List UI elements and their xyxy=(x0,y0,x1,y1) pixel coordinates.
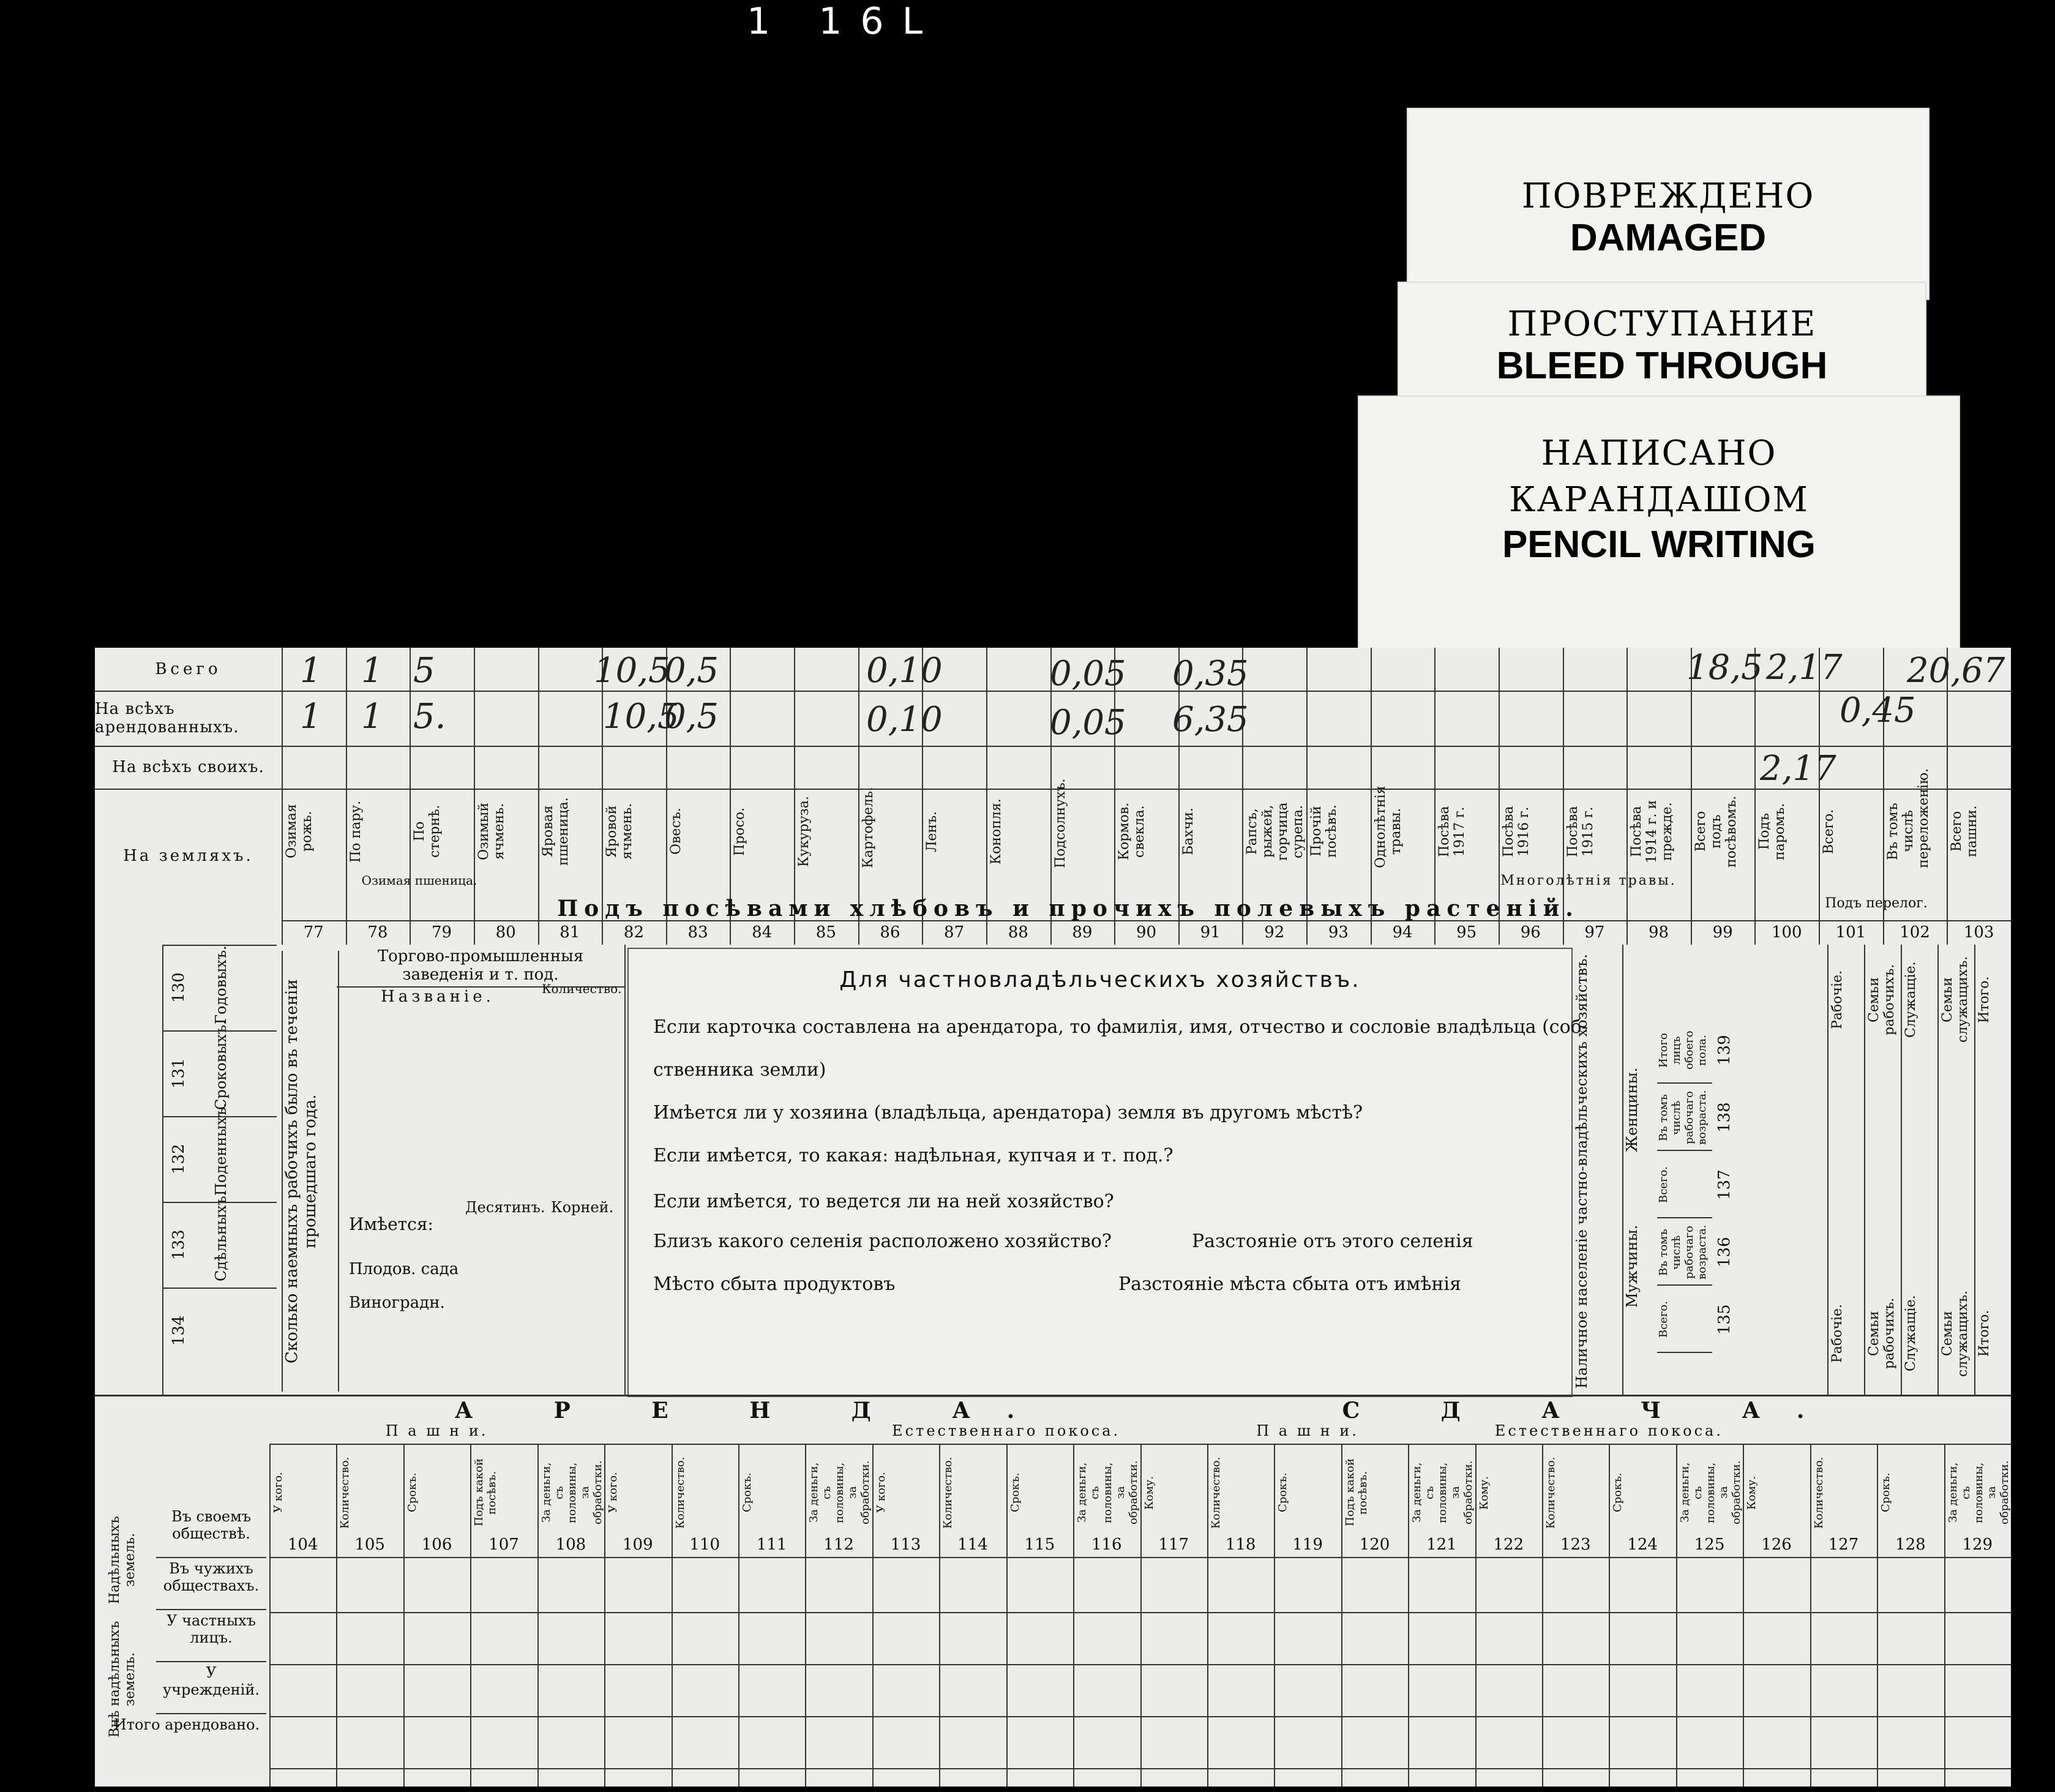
worker-row-label: Годовыхъ. xyxy=(212,945,230,1024)
worker-row-label: Сроковыхъ. xyxy=(212,1020,230,1110)
column-header: Однолѣтнія травы. xyxy=(1372,785,1404,868)
column-header: Всего подъ посѣвомъ. xyxy=(1693,795,1739,868)
hw-value: 2,17 xyxy=(1766,648,1843,688)
pop-col-label: Всего. xyxy=(1657,1153,1712,1218)
lease-col-header: Срокъ. xyxy=(1611,1472,1625,1513)
lease-col-number: 112 xyxy=(823,1535,854,1554)
card-en: BLEED THROUGH xyxy=(1496,345,1828,387)
pop-col-number: 135 xyxy=(1715,1304,1734,1335)
hw-value: 1 xyxy=(361,697,383,737)
question-4: Если имѣется, то ведется ли на ней хозяйство? xyxy=(653,1191,1114,1212)
hw-value: 18,5 xyxy=(1686,648,1763,688)
staff-col-bottom: Семьи рабочихъ. xyxy=(1866,1297,1897,1370)
lease-col-number: 118 xyxy=(1225,1535,1256,1554)
column-header: Посѣва 1916 г. xyxy=(1500,806,1532,857)
column-number: 79 xyxy=(432,923,452,942)
question-2: Имѣется ли у хозяина (владѣльца, арендатора) земля въ другомъ мѣстѣ? xyxy=(653,1102,1363,1123)
trade-col-name: Названіе. xyxy=(381,988,495,1006)
column-number: 85 xyxy=(815,923,836,942)
population-grid xyxy=(1622,945,1829,1395)
row-label-rented: На всѣхъ арендованныхъ. xyxy=(95,691,282,747)
pop-group-women: Женщины. xyxy=(1623,1067,1641,1153)
hw-value: 0,10 xyxy=(866,651,943,691)
hw-value: 2,17 xyxy=(1760,749,1836,789)
card-en: DAMAGED xyxy=(1570,217,1767,259)
lease-col-number: 116 xyxy=(1091,1535,1122,1554)
lease-col-number: 124 xyxy=(1627,1535,1658,1554)
pop-col-label: Всего. xyxy=(1657,1288,1712,1353)
pop-col-number: 137 xyxy=(1715,1169,1734,1201)
lease-col-header: Количество. xyxy=(941,1456,955,1529)
question-5b: Разстояніе отъ этого селенія xyxy=(1192,1231,1473,1252)
lease-row-line xyxy=(269,1557,2011,1558)
pop-col-label: Въ томъ числѣ рабочаго возраста. xyxy=(1657,1220,1712,1286)
grid-row-line xyxy=(282,746,2011,747)
column-number: 89 xyxy=(1072,923,1093,942)
lease-col-header: Срокъ. xyxy=(1276,1472,1290,1513)
pop-col-label: Итого лицъ обоего пола. xyxy=(1657,1018,1712,1084)
pencil-writing-card xyxy=(1359,397,1959,660)
staff-col-top: Служащіе. xyxy=(1903,961,1918,1038)
top-mark: 1 16L xyxy=(747,0,941,43)
worker-row-number: 134 xyxy=(170,1315,188,1346)
column-header: Картофель. xyxy=(860,787,876,868)
column-header: Овесъ. xyxy=(668,808,684,855)
hw-value: 0,5 xyxy=(664,697,719,737)
staff-col-top: Семьи служащихъ. xyxy=(1940,956,1971,1043)
column-header: Яровая пшеница. xyxy=(540,797,571,866)
row-own-community: Въ своемъ обществѣ. xyxy=(156,1508,266,1558)
column-header: Въ томъ числѣ переложенію. xyxy=(1885,768,1931,868)
column-number: 81 xyxy=(560,923,580,942)
column-number: 100 xyxy=(1771,923,1802,942)
row-label-total: Всего xyxy=(95,648,282,692)
private-farms-title: Для частновладѣльческихъ хозяйствъ. xyxy=(839,967,1361,992)
pop-col-number: 136 xyxy=(1715,1237,1734,1268)
hw-value: 0,05 xyxy=(1050,703,1126,743)
column-header: Ленъ. xyxy=(924,811,940,852)
column-number: 88 xyxy=(1008,923,1028,942)
question-5: Близъ какого селенія расположено хозяйство? xyxy=(653,1231,1112,1252)
worker-row-line xyxy=(163,1030,277,1032)
has-col-desyatin: Десятинъ. xyxy=(465,1199,545,1216)
lease-col-number: 109 xyxy=(623,1535,653,1554)
hw-value: 1 xyxy=(300,651,322,691)
lease-col-number: 106 xyxy=(421,1535,452,1554)
column-header: Прочій посѣвъ. xyxy=(1309,804,1340,858)
worker-row-line xyxy=(163,1288,277,1289)
column-number: 80 xyxy=(495,923,516,942)
column-number: 102 xyxy=(1900,923,1930,942)
column-number: 96 xyxy=(1520,923,1541,942)
trade-establishments xyxy=(337,945,626,1395)
worker-row-line xyxy=(163,1202,277,1203)
population-label: Наличное населеніе частно-владѣльческихъ хозяйствъ. xyxy=(1573,951,1623,1392)
sdacha-title: С Д А Ч А. xyxy=(1342,1398,1841,1423)
lease-row-line xyxy=(269,1664,2011,1665)
census-form-sheet xyxy=(95,648,2011,1786)
hw-value: 0,10 xyxy=(866,700,943,740)
lease-col-header: У кого. xyxy=(874,1472,888,1513)
pop-col-number: 138 xyxy=(1715,1102,1734,1133)
worker-row-label xyxy=(212,1294,261,1367)
pop-col-number: 139 xyxy=(1715,1035,1734,1066)
column-number: 99 xyxy=(1712,923,1733,942)
lease-col-number: 108 xyxy=(555,1535,586,1554)
column-header: Подсолнухъ. xyxy=(1052,778,1068,868)
group-vne: Внѣ надѣльныхъ земель. xyxy=(107,1621,138,1738)
lease-col-header: Срокъ. xyxy=(1879,1472,1893,1513)
column-number: 92 xyxy=(1264,923,1285,942)
has-row-vineyard: Виноградн. xyxy=(349,1294,445,1312)
lease-col-number: 128 xyxy=(1895,1535,1926,1554)
has-label: Имѣется: xyxy=(349,1214,433,1234)
lease-col-header: Кому. xyxy=(1477,1475,1491,1510)
column-header: Рапсъ, рыжей, горчица сурепа. xyxy=(1245,802,1306,861)
worker-row-label: Поденныхъ. xyxy=(212,1103,230,1196)
column-number: 87 xyxy=(944,923,965,942)
lease-col-header: Подъ какой посѣвъ. xyxy=(1343,1458,1369,1527)
column-header: Посѣва 1914 г. и прежде. xyxy=(1629,800,1675,863)
lease-col-number: 126 xyxy=(1761,1535,1792,1554)
lease-col-header: Количество. xyxy=(1544,1456,1558,1529)
lease-col-header: У кого. xyxy=(607,1472,620,1513)
row-label-lands: На земляхъ. xyxy=(123,847,253,865)
hw-value: 0,5 xyxy=(664,651,719,691)
lease-col-header: Кому. xyxy=(1142,1475,1156,1510)
group-nadel: Надѣльныхъ земель. xyxy=(107,1516,138,1604)
row-label-own: На всѣхъ своихъ. xyxy=(95,746,282,790)
column-number: 103 xyxy=(1963,923,1994,942)
worker-row-number: 131 xyxy=(170,1058,188,1089)
staff-col-top: Рабочіе. xyxy=(1830,970,1845,1030)
lease-col-number: 129 xyxy=(1962,1535,1993,1554)
lease-col-header: Кому. xyxy=(1745,1475,1759,1510)
worker-row-line xyxy=(163,1116,277,1117)
group-label-winter-wheat: Озимая пшеница. xyxy=(361,873,477,888)
lease-col-number: 125 xyxy=(1694,1535,1725,1554)
lease-col-number: 115 xyxy=(1024,1535,1055,1554)
lease-col-header: Количество. xyxy=(339,1456,352,1529)
row-groups xyxy=(95,1505,269,1786)
row-other-communities: Въ чужихъ обществахъ. xyxy=(156,1560,266,1610)
hw-value: 6,35 xyxy=(1172,700,1249,740)
trade-col-qty: Количество. xyxy=(542,981,622,996)
question-6: Мѣсто сбыта продуктовъ xyxy=(653,1273,896,1295)
question-3: Если имѣется, то какая: надѣльная, купчая и т. под.? xyxy=(653,1145,1173,1166)
lease-col-number: 113 xyxy=(890,1535,921,1554)
hw-value: 0,35 xyxy=(1172,654,1249,694)
lease-col-number: 117 xyxy=(1158,1535,1189,1554)
hw-value: 0,05 xyxy=(1050,654,1126,694)
staff-grid xyxy=(1827,945,2011,1395)
staff-col-bottom: Семьи служащихъ. xyxy=(1940,1290,1971,1377)
row-private-persons: У частныхъ лицъ. xyxy=(156,1612,266,1662)
lease-col-number: 123 xyxy=(1560,1535,1591,1554)
column-header: Кукуруза. xyxy=(796,796,812,867)
column-header: Яровой ячмень. xyxy=(604,803,635,860)
question-1: Если карточка составлена на арендатора, то фамилія, имя, отчество и сословіе владѣльца (соб- xyxy=(653,1016,1588,1038)
column-header: Посѣва 1917 г. xyxy=(1437,806,1468,857)
column-number: 83 xyxy=(687,923,708,942)
lease-col-header: За деньги, съ половины, за обработки. xyxy=(1678,1460,1743,1525)
lease-col-number: 119 xyxy=(1292,1535,1323,1554)
worker-row-number: 132 xyxy=(170,1144,188,1174)
card-ru: ПОВРЕЖДЕНО xyxy=(1521,176,1815,216)
lease-col-number: 110 xyxy=(689,1535,721,1554)
row-institutions: У учрежденій. xyxy=(156,1664,266,1714)
lease-col-number: 120 xyxy=(1359,1535,1390,1554)
column-number: 86 xyxy=(880,923,900,942)
card-ru: НАПИСАНО КАРАНДАШОМ xyxy=(1509,433,1809,520)
lease-col-number: 114 xyxy=(957,1535,988,1554)
worker-row-line xyxy=(163,945,277,946)
lease-row-line xyxy=(269,1768,2011,1769)
lease-col-header: Подъ какой посѣвъ. xyxy=(473,1458,499,1527)
staff-col-top: Семьи рабочихъ. xyxy=(1866,964,1897,1036)
crop-banner: Подъ посѣвами хлѣбовъ и прочихъ полевыхъ растеній. xyxy=(557,896,1579,921)
column-header: По стернѣ. xyxy=(412,804,443,858)
column-header: Посѣва 1915 г. xyxy=(1565,806,1596,857)
column-number: 91 xyxy=(1200,923,1221,942)
lease-grid xyxy=(269,1419,2011,1786)
lease-col-number: 111 xyxy=(756,1535,787,1554)
column-header: Озимая рожь. xyxy=(284,804,315,859)
grid-row-line xyxy=(282,789,2011,790)
group-label-perennial: Многолѣтнія травы. xyxy=(1500,873,1677,888)
lease-col-number: 107 xyxy=(488,1535,519,1554)
card-en: PENCIL WRITING xyxy=(1502,523,1816,566)
question-1b: ственника земли) xyxy=(653,1059,826,1081)
grid-row-line xyxy=(282,691,2011,692)
pop-group-men: Мужчины. xyxy=(1623,1224,1641,1308)
lease-col-number: 121 xyxy=(1426,1535,1457,1554)
hw-value: 0,45 xyxy=(1840,691,1916,730)
has-col-korney: Корней. xyxy=(551,1199,614,1216)
staff-col-bottom: Рабочіе. xyxy=(1830,1304,1845,1363)
lease-col-header: Количество. xyxy=(1209,1456,1222,1529)
hw-value: 20,67 xyxy=(1907,651,2005,691)
lease-group-label: П а ш н и. xyxy=(385,1422,488,1439)
lease-col-header: За деньги, съ половины, за обработки. xyxy=(1946,1460,2011,1525)
column-header: Всего. xyxy=(1821,809,1837,854)
pop-col-label: Въ томъ числѣ рабочаго возраста. xyxy=(1657,1085,1712,1151)
lease-row-line xyxy=(269,1444,2011,1445)
hw-value: 10,5 xyxy=(603,697,679,737)
hw-value: 5. xyxy=(413,697,446,737)
lease-col-header: Срокъ. xyxy=(1008,1472,1022,1513)
lease-col-header: У кого. xyxy=(272,1472,285,1513)
column-number: 82 xyxy=(623,923,644,942)
hw-value: 1 xyxy=(361,651,383,691)
hw-value: 5 xyxy=(413,651,435,691)
column-header: Конопля. xyxy=(988,798,1004,864)
lease-col-number: 105 xyxy=(354,1535,385,1554)
lease-col-header: За деньги, съ половины, за обработки. xyxy=(807,1460,872,1525)
column-number: 95 xyxy=(1456,923,1477,942)
worker-row-label: Сдѣльныхъ. xyxy=(212,1191,230,1281)
column-header: Озимый ячмень. xyxy=(476,803,507,860)
column-number: 94 xyxy=(1392,923,1413,942)
lease-group-label: Естественнаго покоса. xyxy=(1494,1422,1723,1439)
column-number: 90 xyxy=(1136,923,1157,942)
hired-workers-label: Сколько наемныхъ рабочихъ было въ теченіи прошедшаго года. xyxy=(282,951,339,1392)
staff-col-bottom: Служащіе. xyxy=(1903,1295,1918,1372)
lease-col-header: Количество. xyxy=(673,1456,687,1529)
lease-col-number: 122 xyxy=(1493,1535,1524,1554)
column-header: Кормов. свекла. xyxy=(1117,802,1148,861)
card-ru: ПРОСТУПАНИЕ xyxy=(1507,304,1817,344)
hw-value: 1 xyxy=(300,697,322,737)
column-header: Всего пашни. xyxy=(1949,805,1980,858)
group-label-fallow: Подъ перелог. xyxy=(1825,896,1928,911)
worker-row-number: 133 xyxy=(170,1229,188,1260)
arenda-title: А Р Е Н Д А. xyxy=(454,1398,1052,1423)
hw-value: 10,5 xyxy=(594,651,670,691)
lease-col-header: За деньги, съ половины, за обработки. xyxy=(1076,1460,1140,1525)
column-header: Бахчи. xyxy=(1180,808,1196,855)
lease-col-header: За деньги, съ половины, за обработки. xyxy=(1410,1460,1475,1525)
column-header: Просо. xyxy=(732,807,748,856)
lease-row-line xyxy=(269,1612,2011,1613)
column-number: 77 xyxy=(303,923,324,942)
column-number: 93 xyxy=(1328,923,1349,942)
worker-row-number: 130 xyxy=(170,972,188,1003)
column-number: 98 xyxy=(1648,923,1669,942)
lease-group-label: П а ш н и. xyxy=(1256,1422,1359,1439)
lease-col-header: Срокъ. xyxy=(405,1472,419,1513)
question-6b: Разстояніе мѣста сбыта отъ имѣнія xyxy=(1118,1273,1461,1295)
trade-title: Торгово-промышленныя заведенія и т. под. xyxy=(337,945,624,988)
staff-col-bottom: Итого. xyxy=(1977,1310,1992,1357)
row-total-rented: Итого арендовано. xyxy=(113,1716,260,1733)
lease-col-number: 104 xyxy=(287,1535,318,1554)
lease-col-number: 127 xyxy=(1828,1535,1859,1554)
lease-col-header: За деньги, съ половины, за обработки. xyxy=(539,1460,604,1525)
workers-rows xyxy=(162,945,277,1395)
column-number: 78 xyxy=(367,923,388,942)
column-number: 101 xyxy=(1835,923,1866,942)
column-header: Подъ паромъ. xyxy=(1757,803,1788,860)
column-header: По пару. xyxy=(348,800,364,863)
column-number: 84 xyxy=(752,923,773,942)
column-number: 97 xyxy=(1584,923,1605,942)
lease-group-label: Естественнаго покоса. xyxy=(892,1422,1121,1439)
has-row-orchard: Плодов. сада xyxy=(349,1260,459,1278)
damaged-card xyxy=(1408,109,1928,299)
lease-col-header: Количество. xyxy=(1812,1456,1825,1529)
lease-row-line xyxy=(269,1716,2011,1717)
lease-col-header: Срокъ. xyxy=(740,1472,754,1513)
staff-col-top: Итого. xyxy=(1977,976,1992,1024)
